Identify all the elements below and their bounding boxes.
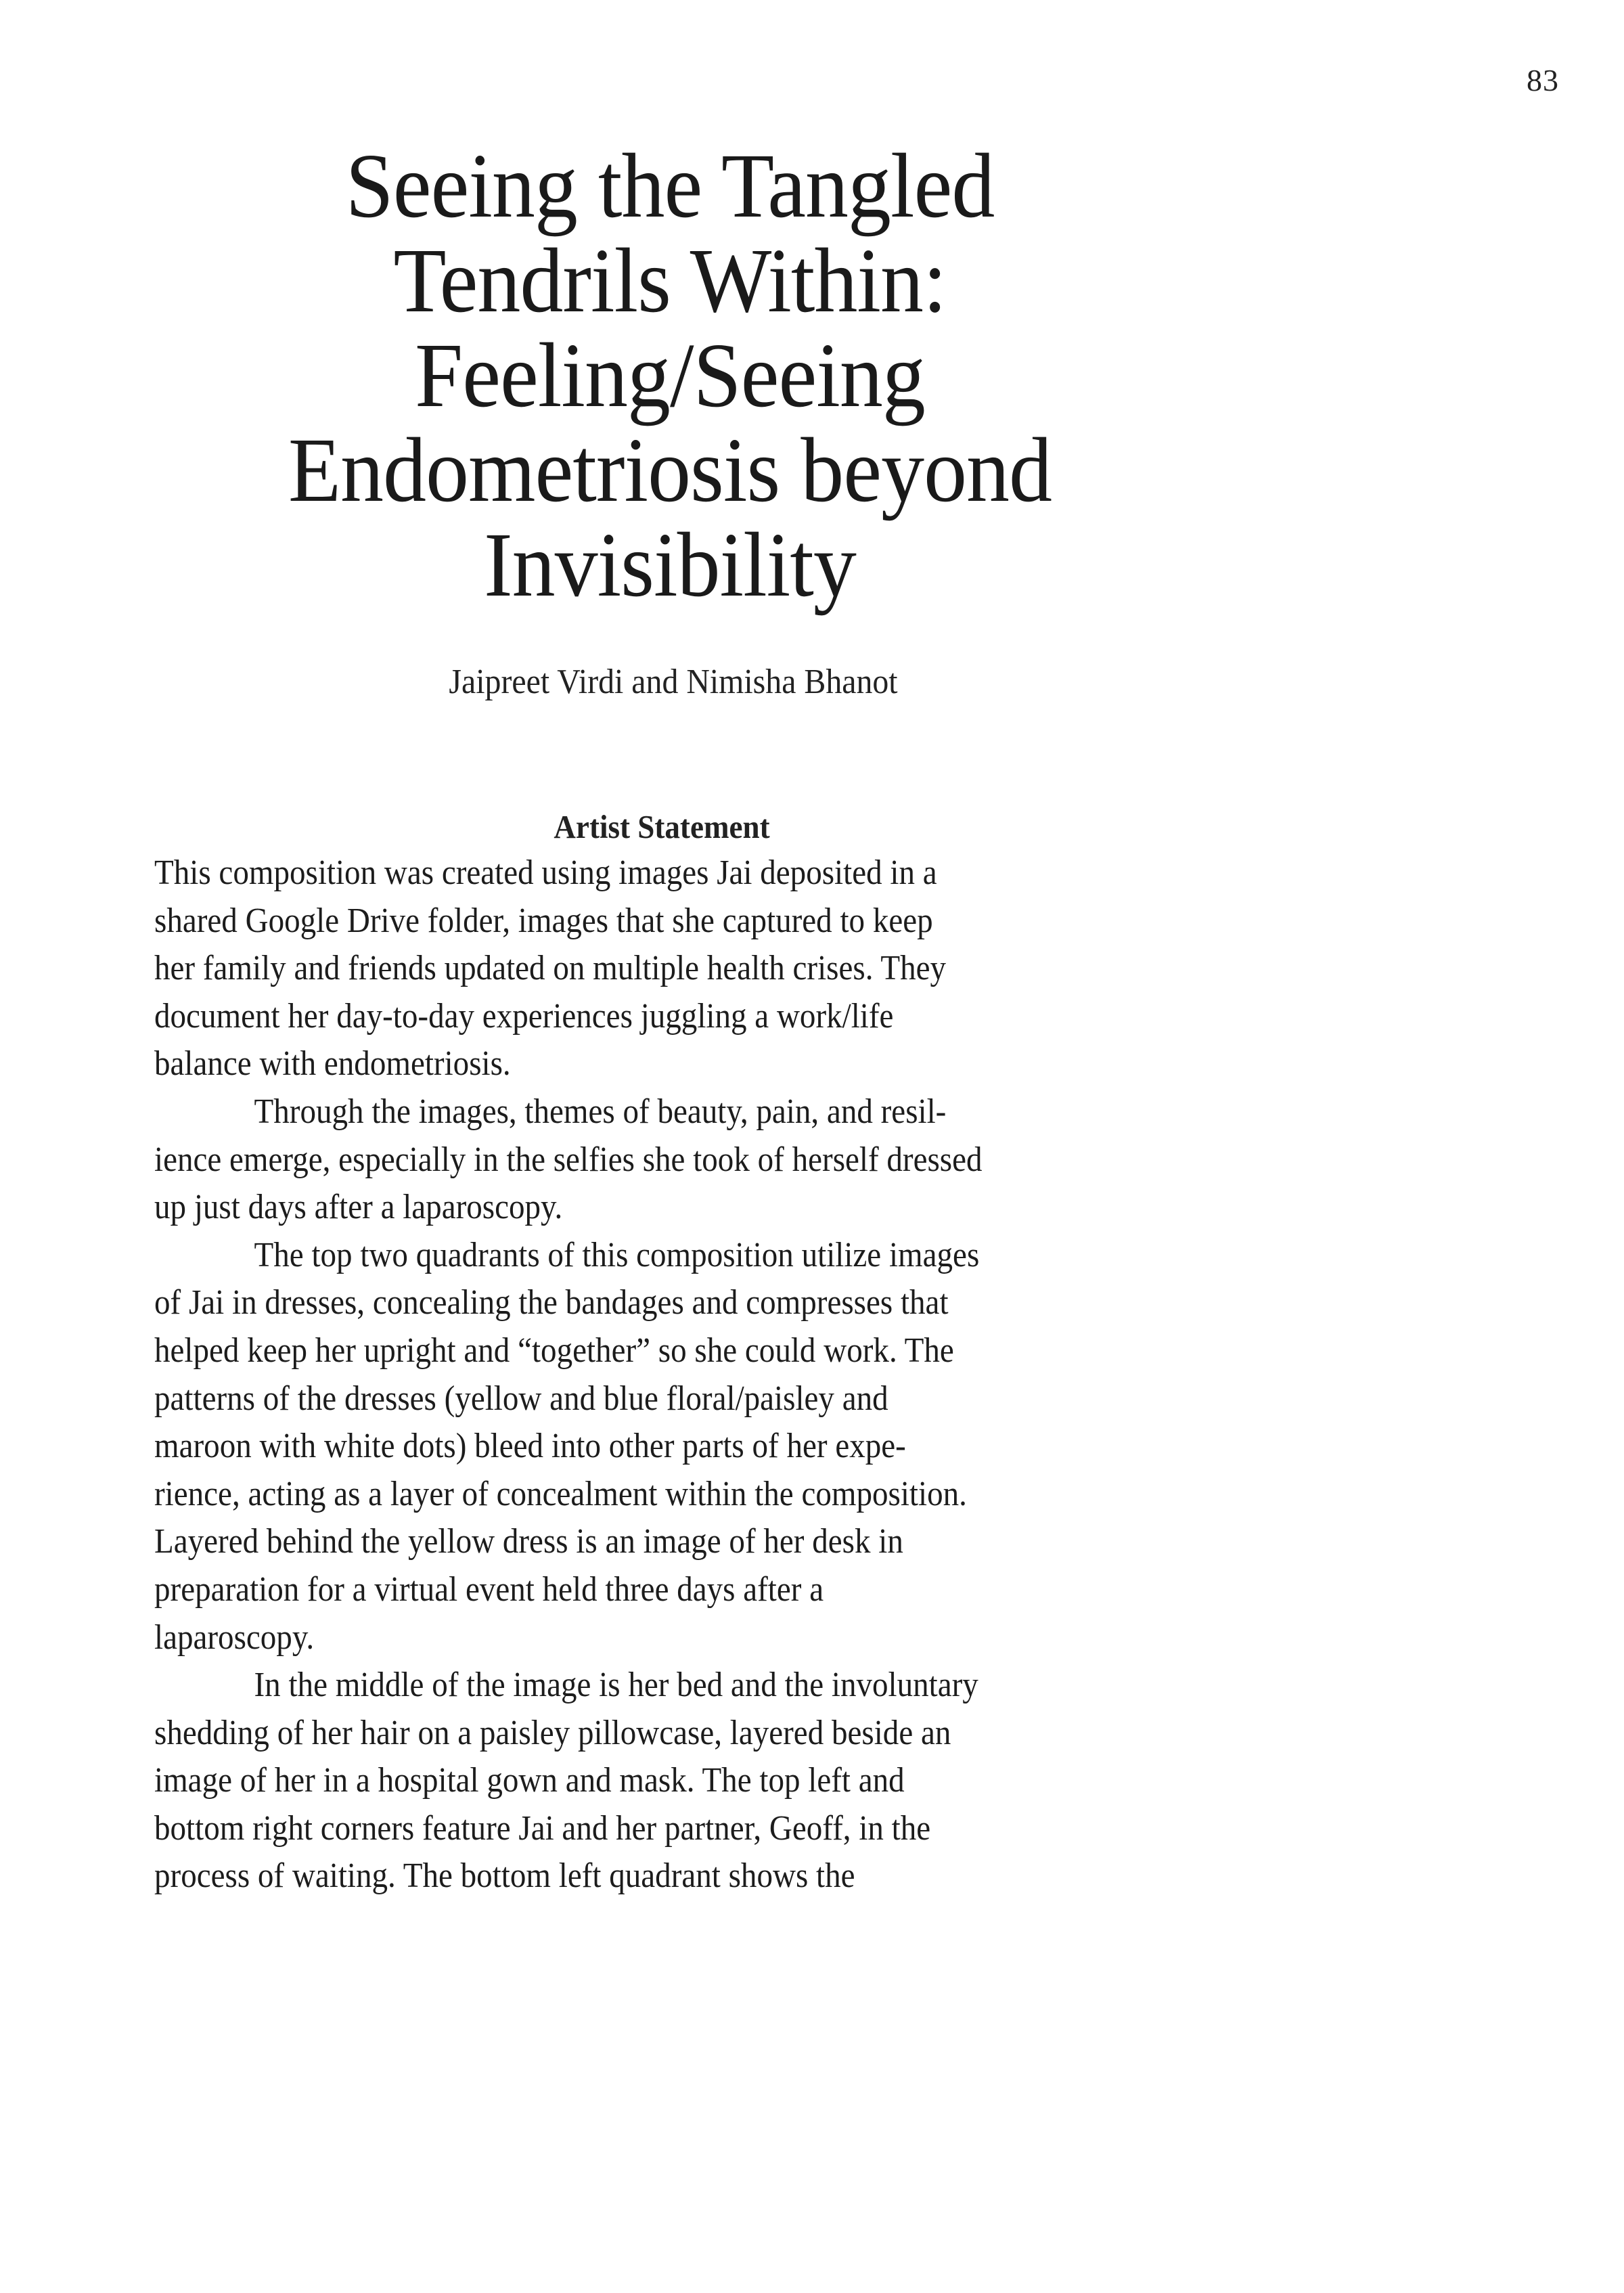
body-line: rience, acting as a layer of concealment within the composition. — [154, 1474, 967, 1513]
body-line: shedding of her hair on a paisley pillowcase, layered beside an — [154, 1713, 951, 1752]
body-line: maroon with white dots) bleed into other parts of her expe- — [154, 1427, 906, 1466]
body-line: This composition was created using images Jai deposited in a — [154, 853, 937, 892]
page-number: 83 — [1527, 63, 1559, 97]
title-line: Endometriosis beyond — [288, 420, 1052, 521]
title-line: Seeing the Tangled — [345, 135, 995, 237]
body-text — [154, 849, 1210, 1900]
section-heading: Artist Statement — [554, 808, 770, 845]
body-line: preparation for a virtual event held three days after a — [154, 1570, 824, 1609]
title-line: Invisibility — [484, 514, 856, 616]
title-line: Feeling/Seeing — [415, 325, 925, 426]
body-line: process of waiting. The bottom left quadrant shows the — [154, 1856, 855, 1896]
chapter-title — [203, 135, 1137, 616]
body-line: her family and friends updated on multiple health crises. They — [154, 949, 947, 988]
author-byline: Jaipreet Virdi and Nimisha Bhanot — [449, 663, 898, 701]
body-line: document her day-to-day experiences juggling a work/life — [154, 996, 894, 1036]
body-line: helped keep her upright and “together” so she could work. The — [154, 1331, 954, 1370]
body-line: bottom right corners feature Jai and her partner, Geoff, in the — [154, 1808, 931, 1848]
body-line: ience emerge, especially in the selfies she took of herself dressed — [154, 1140, 983, 1179]
paragraph-first-line: In the middle of the image is her bed and the involuntary — [254, 1666, 978, 1705]
paragraph-first-line: Through the images, themes of beauty, pain, and resil- — [254, 1092, 947, 1131]
body-line: laparoscopy. — [154, 1618, 315, 1657]
body-line: balance with endometriosis. — [154, 1044, 511, 1084]
body-line: image of her in a hospital gown and mask. The top left and — [154, 1761, 905, 1800]
title-line: Tendrils Within: — [393, 230, 947, 332]
body-line: shared Google Drive folder, images that she captured to keep — [154, 901, 933, 940]
body-line: of Jai in dresses, concealing the bandages and compresses that — [154, 1283, 949, 1322]
paragraph-first-line: The top two quadrants of this composition utilize images — [254, 1235, 980, 1274]
body-line: patterns of the dresses (yellow and blue floral/paisley and — [154, 1379, 888, 1418]
body-line: up just days after a laparoscopy. — [154, 1188, 563, 1227]
body-line: Layered behind the yellow dress is an image of her desk in — [154, 1522, 903, 1561]
